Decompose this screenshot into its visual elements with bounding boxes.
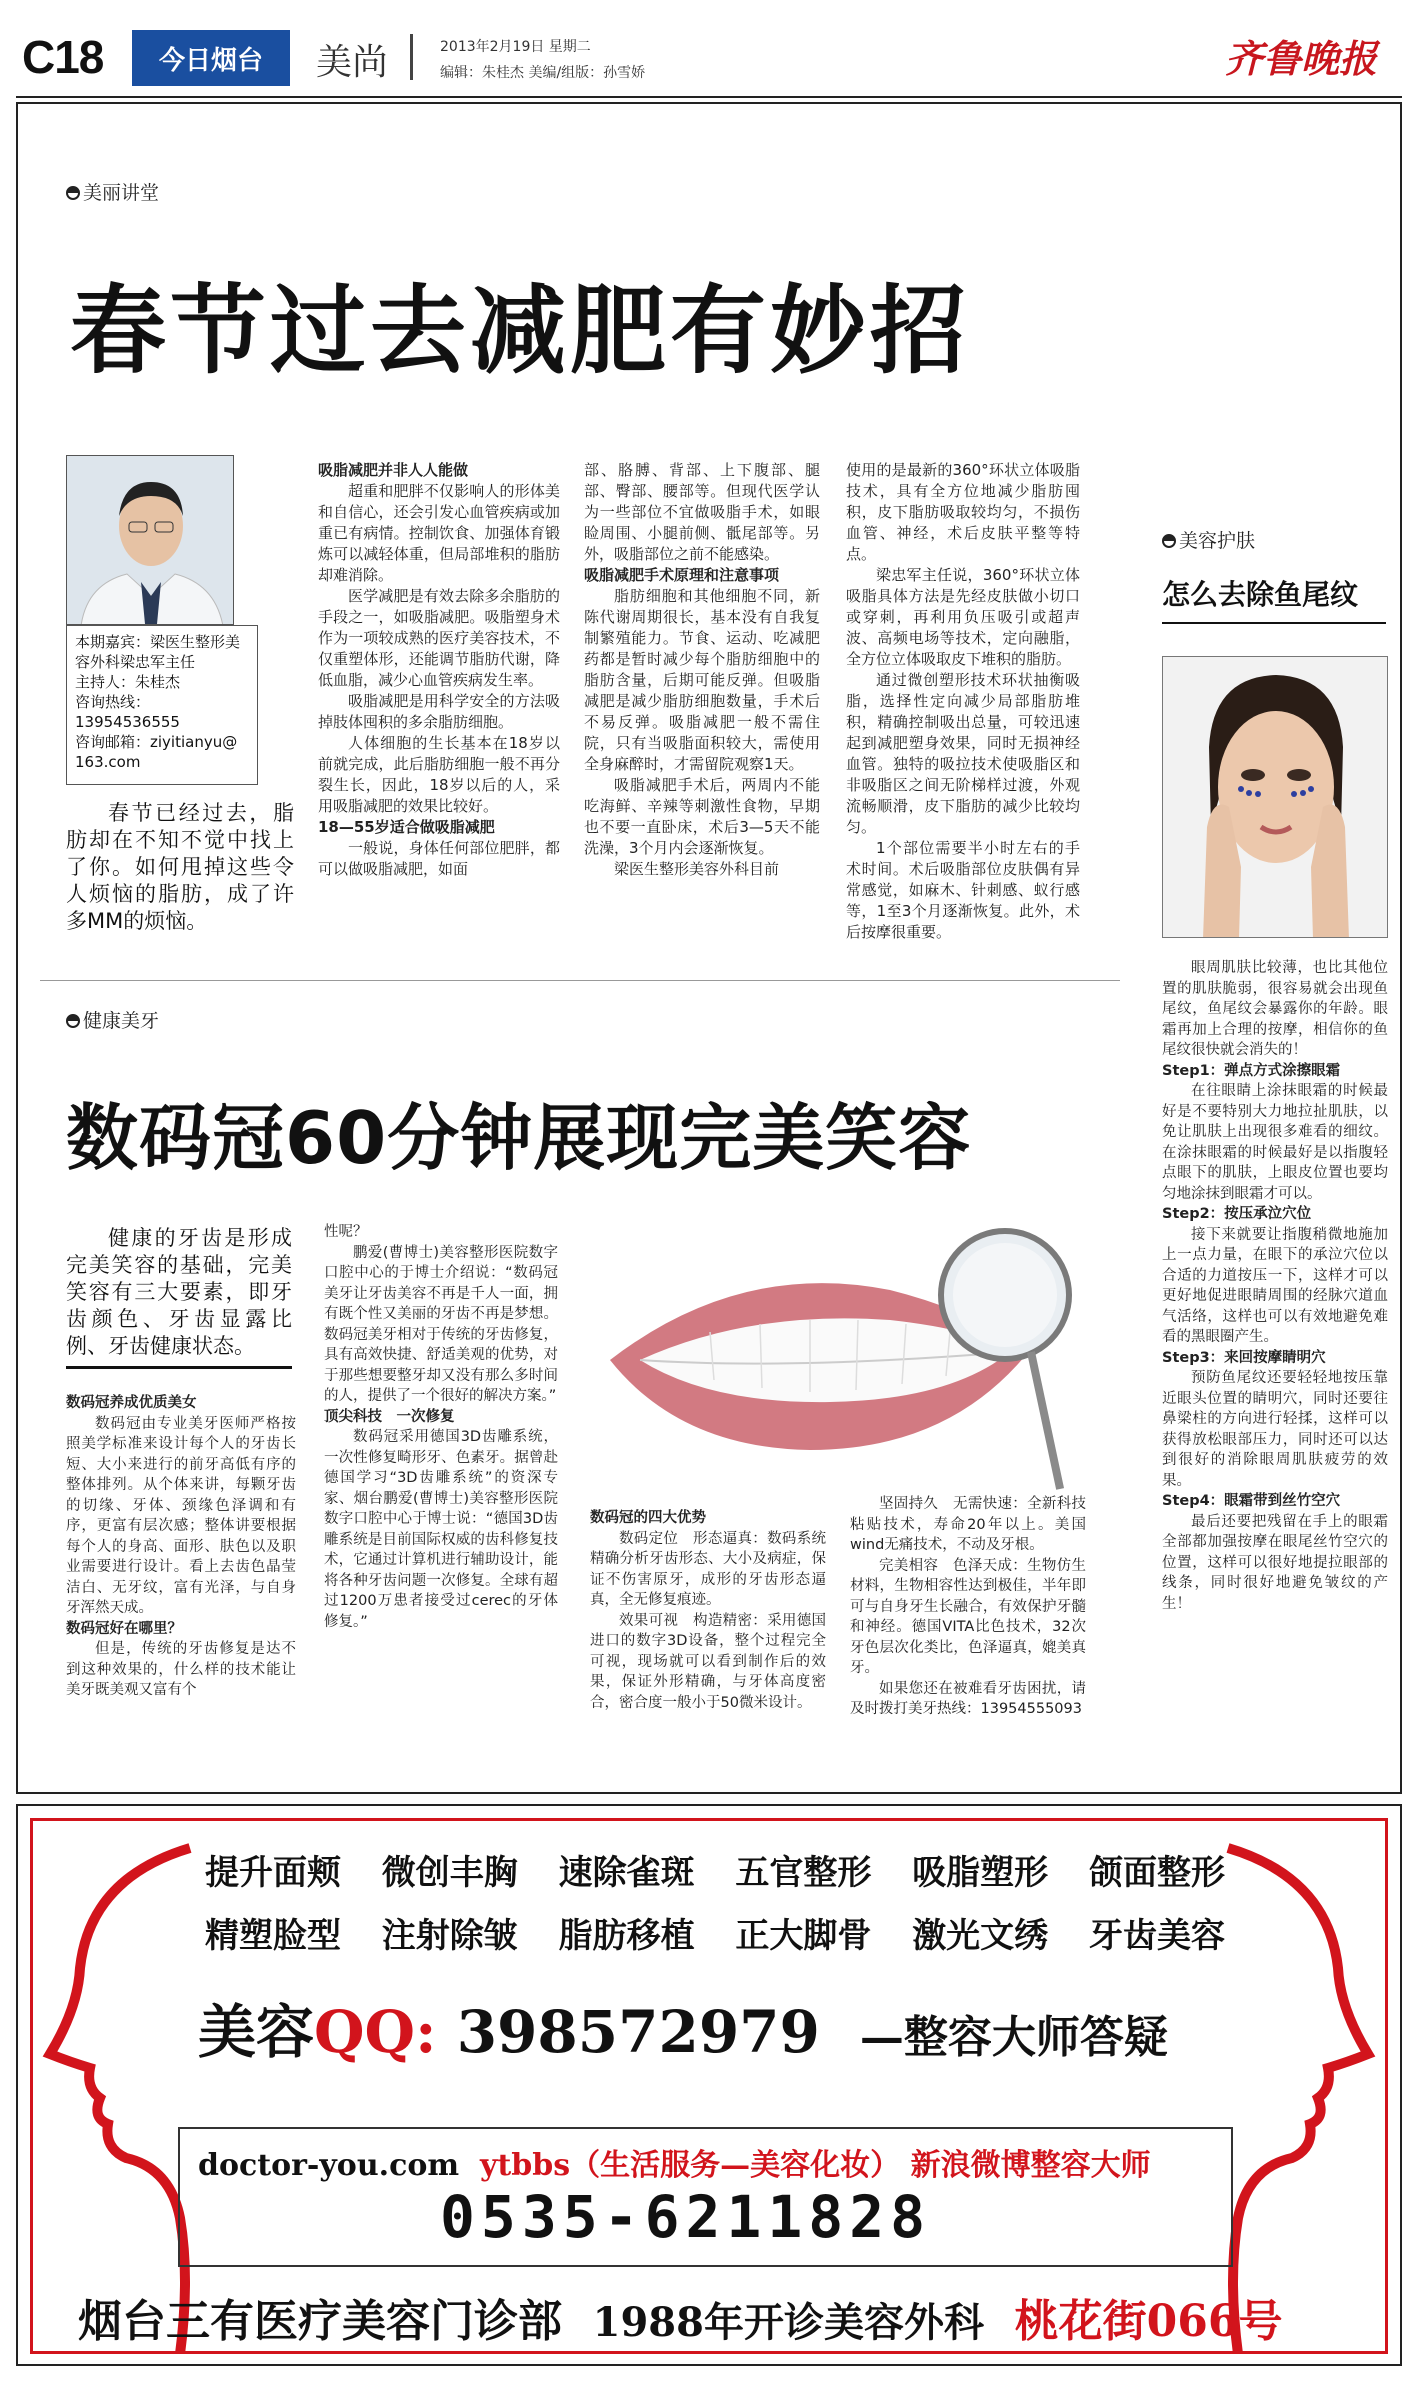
article3-lead: 健康的牙齿是形成完美笑容的基础，完美笑容有三大要素，即牙齿颜色、牙齿显露比例、牙齿健康状态。 xyxy=(66,1226,292,1358)
paragraph: 梁医生整形美容外科目前 xyxy=(614,860,780,878)
ad-website[interactable]: doctor-you.com xyxy=(198,2148,460,2183)
section-name: 美尚 xyxy=(316,42,389,83)
ad-footer xyxy=(78,2285,1282,2349)
ad-web-line xyxy=(198,2140,1151,2184)
service-item: 牙齿美容 xyxy=(1088,1916,1225,1956)
article2-rule xyxy=(1162,622,1386,624)
header-divider xyxy=(410,34,413,80)
subheading: 吸脂减肥手术原理和注意事项 xyxy=(584,566,780,584)
paragraph: 但是，传统的牙齿修复是达不到这种效果的，什么样的技术能让美牙既美观又富有个 xyxy=(66,1641,296,1698)
doctor-photo xyxy=(66,455,234,625)
clinic-since: 1988年开诊美容外科 xyxy=(592,2299,984,2346)
ad-phone: 0535-6211828 xyxy=(440,2183,932,2251)
paragraph: 一般说，身体任何部位肥胖，都可以做吸脂减肥，如面 xyxy=(318,839,560,878)
section-dot-icon xyxy=(1162,534,1176,548)
paragraph: 使用的是最新的360°环状立体吸脂技术，具有全方位地减少脂肪囤积，皮下脂肪吸取较均匀，不损伤血管、神经，术后皮肤平整等特点。 xyxy=(846,461,1080,563)
article3-col2 xyxy=(324,1222,558,1632)
paragraph: 如果您还在被难看牙齿困扰，请及时拨打美牙热线：13954555093 xyxy=(850,1680,1086,1717)
paragraph: 接下来就要让指腹稍微地施加上一点力量，在眼下的承泣穴位以合适的力道按压一下，这样才可以更好地促进眼睛周围的经脉穴道血气活络，这样也可以有效地避免难看的黑眼圈产生。 xyxy=(1162,1226,1388,1345)
paragraph: 预防鱼尾纹还要轻轻地按压靠近眼头位置的睛明穴，同时还要往鼻梁柱的方向进行轻揉，这样可以获得放松眼部压力，同时还可以达到很好的消除眼周肌肤疲劳的效果。 xyxy=(1162,1370,1388,1489)
paragraph: 数码冠采用德国3D齿雕系统，一次性修复畸形牙、色素牙。据曾赴德国学习“3D齿雕系统”的资深专家、烟台鹏爱(曹博士)美容整形医院数字口腔中心于博士说：“德国3D齿雕系统是目前国际权威的齿科修复技术，它通过计算机进行辅助设计，能将各种牙齿问题一次修复。全球有超过1200万患者接受过cerec的牙体修复。” xyxy=(324,1429,558,1630)
subheading: 数码冠好在哪里？ xyxy=(66,1620,182,1637)
article2-tag: 美容护肤 xyxy=(1162,526,1255,553)
subheading: 18—55岁适合做吸脂减肥 xyxy=(318,818,495,836)
article1-tag: 美丽讲堂 xyxy=(66,178,159,205)
subheading: Step3：来回按摩睛明穴 xyxy=(1162,1349,1326,1366)
service-item: 脂肪移植 xyxy=(558,1916,695,1956)
section-tab: 今日烟台 xyxy=(132,30,290,86)
article2-body xyxy=(1162,958,1388,1614)
service-item: 五官整形 xyxy=(735,1853,872,1893)
paragraph: 效果可视 构造精密：采用德国进口的数字3D设备，整个过程完全可视，现场就可以看到制作后的效果，保证外形精确，与牙体高度密合，密合度一般小于50微米设计。 xyxy=(590,1612,826,1711)
editors: 编辑：朱桂杰 美编/组版：孙雪娇 xyxy=(440,65,646,81)
ad-weibo: 新浪微博整容大师 xyxy=(910,2148,1151,2183)
article2-title: 怎么去除鱼尾纹 xyxy=(1162,578,1359,611)
subheading: Step4：眼霜带到丝竹空穴 xyxy=(1162,1493,1341,1509)
service-item: 精塑脸型 xyxy=(205,1916,341,1956)
ad-forum: ytbbs（生活服务—美容化妆） xyxy=(479,2148,901,2183)
paragraph: 超重和肥胖不仅影响人的形体美和自信心，还会引发心血管疾病或加重已有病情。控制饮食、加强体育锻炼可以减轻体重，但局部堆积的脂肪却难消除。 xyxy=(318,482,560,584)
paragraph: 眼周肌肤比较薄，也比其他位置的肌肤脆弱，很容易就会出现鱼尾纹，鱼尾纹会暴露你的年龄。眼霜再加上合理的按摩，相信你的鱼尾纹很快就会消失的！ xyxy=(1162,960,1388,1058)
paragraph: 性呢？ xyxy=(324,1224,368,1240)
paragraph: 数码定位 形态逼真：数码系统精确分析牙齿形态、大小及病症，保证不伤害原牙，成形的牙齿形态逼真，全无修复痕迹。 xyxy=(590,1530,826,1608)
service-item: 激光文绣 xyxy=(912,1916,1049,1956)
paragraph: 吸脂减肥手术后，两周内不能吃海鲜、辛辣等刺激性食物，早期也不要一直卧床，术后3—5天不能洗澡，3个月内会逐渐恢复。 xyxy=(584,776,820,857)
subheading: 数码冠的四大优势 xyxy=(590,1510,706,1526)
paragraph: 在往眼睛上涂抹眼霜的时候最好是不要特别大力地拉扯肌肤，以免让肌肤上出现很多难看的细纹。在涂抹眼霜的时候最好是以指腹轻点眼下的肌肤，上眼皮位置也要均匀地涂抹到眼霜才可以。 xyxy=(1162,1083,1388,1202)
paragraph: 吸脂减肥是用科学安全的方法吸掉肢体囤积的多余脂肪细胞。 xyxy=(318,692,560,731)
paragraph: 最后还要把残留在手上的眼霜全部都加强按摩在眼尾丝竹空穴的位置，这样可以很好地提拉眼部的线条，同时很好地避免皱纹的产生！ xyxy=(1162,1513,1388,1612)
newspaper-logo: 齐鲁晚报 xyxy=(1225,36,1378,81)
article1-lead: 春节已经过去，脂肪却在不知不觉中找上了你。如何甩掉这些令人烦恼的脂肪，成了许多MM的烦恼。 xyxy=(66,801,294,933)
service-row xyxy=(205,1908,1225,1957)
paragraph: 数码冠由专业美牙医师严格按照美学标准来设计每个人的牙齿长短、大小来进行的前牙高低有序的整体排列。从个体来讲，每颗牙齿的切缘、牙体、颈缘色泽调和有序，更富有层次感；整体讲要根据每个人的身高、面形、肤色以及职业需要进行设计。看上去齿色晶莹洁白、无牙纹，富有光泽，与自身牙浑然天成。 xyxy=(66,1415,296,1616)
guest-line: 主持人：朱桂杰 xyxy=(75,673,181,691)
article3-tag: 健康美牙 xyxy=(66,1006,159,1033)
header-meta xyxy=(440,34,645,86)
subheading: 顶尖科技 一次修复 xyxy=(324,1408,455,1425)
article1-title: 春节过去减肥有妙招 xyxy=(70,275,970,387)
guest-line: 163.com xyxy=(75,753,141,771)
article3-col1 xyxy=(66,1393,296,1701)
service-item: 微创丰胸 xyxy=(381,1853,518,1893)
article3-title: 数码冠60分钟展现完美笑容 xyxy=(66,1096,972,1180)
page-number: C18 xyxy=(22,31,104,83)
subheading: 数码冠养成优质美女 xyxy=(66,1395,197,1411)
article3-col3 xyxy=(590,1508,826,1713)
service-item: 吸脂塑形 xyxy=(912,1853,1049,1893)
article1-col2 xyxy=(584,460,820,880)
smile-photo xyxy=(590,1220,1084,1492)
paragraph: 完美相容 色泽天成：生物仿生材料，生物相容性达到极佳，半年即可与自身牙生长融合，有效保护牙髓和神经。德国VITA比色技术，32次牙色层次化类比，色泽逼真，媲美真牙。 xyxy=(850,1557,1086,1676)
service-row xyxy=(205,1845,1225,1894)
woman-photo xyxy=(1162,656,1388,938)
service-item: 正大脚骨 xyxy=(735,1916,872,1956)
ad-qq-line: 美容QQ: 398572979 —整容大师答疑 xyxy=(198,1998,1168,2066)
paragraph: 脂肪细胞和其他细胞不同，新陈代谢周期很长，基本没有自我复制繁殖能力。节食、运动、吃减肥药都是暂时减少每个脂肪细胞中的脂肪含量，后期可能反弹。但吸脂减肥是减少脂肪细胞数量，手术后不易反弹。吸脂减肥一般不需住院，只有当吸脂面积较大，需使用全身麻醉时，才需留院观察1天。 xyxy=(584,587,820,773)
clinic-address: 桃花街066号 xyxy=(1014,2296,1283,2347)
paragraph: 通过微创塑形技术环状抽衡吸脂，选择性定向减少局部脂肪堆积，精确控制吸出总量，可较迅速起到减肥塑身效果，同时无损神经血管。独特的吸拉技术使吸脂区和非吸脂区之间无阶梯样过渡，外观流畅顺滑，皮下脂肪的减少比较均匀。 xyxy=(846,671,1080,836)
service-item: 提升面颊 xyxy=(205,1853,341,1893)
article1-col3 xyxy=(846,460,1080,943)
paragraph: 医学减肥是有效去除多余脂肪的手段之一，如吸脂减肥。吸脂塑身术作为一项较成熟的医疗美容技术，不仅重塑体形，还能调节脂肪代谢，降低血脂，减少心血管疾病发生率。 xyxy=(318,587,560,689)
issue-date: 2013年2月19日 星期二 xyxy=(440,39,591,55)
paragraph: 部、胳膊、背部、上下腹部、腿部、臀部、腰部等。但现代医学认为一些部位不宜做吸脂手术，如眼睑周围、小腿前侧、骶尾部等。另外，吸脂部位之前不能感染。 xyxy=(584,461,820,563)
guest-info-box xyxy=(66,625,258,785)
guest-line: 咨询邮箱：ziyitianyu@ xyxy=(75,733,238,751)
lead-rule xyxy=(66,1366,292,1369)
subheading: Step2：按压承泣穴位 xyxy=(1162,1206,1312,1222)
service-item: 注射除皱 xyxy=(381,1916,518,1956)
service-grid xyxy=(205,1845,1225,1971)
paragraph: 人体细胞的生长基本在18岁以前就完成，此后脂肪细胞一般不再分裂生长，因此，18岁以后的人，采用吸脂减肥的效果比较好。 xyxy=(318,734,560,815)
clinic-name: 烟台三有医疗美容门诊部 xyxy=(78,2296,562,2347)
article-divider xyxy=(40,980,1120,981)
service-item: 颌面整形 xyxy=(1088,1853,1225,1893)
section-dot-icon xyxy=(66,1014,80,1028)
paragraph: 1个部位需要半小时左右的手术时间。术后吸脂部位皮肤偶有异常感觉，如麻木、针刺感、蚁行感等，1至3个月逐渐恢复。此外，术后按摩很重要。 xyxy=(846,839,1080,941)
guest-line: 容外科梁忠军主任 xyxy=(75,653,196,671)
section-dot-icon xyxy=(66,186,80,200)
subheading: Step1：弹点方式涂擦眼霜 xyxy=(1162,1062,1341,1079)
article1-col1 xyxy=(318,460,560,880)
guest-line: 本期嘉宾：梁医生整形美 xyxy=(75,633,241,651)
paragraph: 坚固持久 无需快速：全新科技粘贴技术，寿命20年以上。美国wind无痛技术，不动及牙根。 xyxy=(850,1496,1086,1553)
guest-line: 咨询热线：13954536555 xyxy=(75,693,180,731)
paragraph: 鹏爱(曹博士)美容整形医院数字口腔中心的于博士介绍说：“数码冠美牙让牙齿美容不再是千人一面，拥有既个性又美丽的牙齿不再是梦想。数码冠美牙相对于传统的牙齿修复，具有高效快捷、舒适美观的优势，对于那些想要整牙却又没有那么多时间的人，提供了一个很好的解决方案。” xyxy=(324,1244,558,1404)
subheading: 吸脂减肥并非人人能做 xyxy=(318,461,469,479)
header-rule xyxy=(16,96,1402,98)
article3-col4 xyxy=(850,1494,1086,1720)
service-item: 速除雀斑 xyxy=(558,1853,695,1893)
paragraph: 梁忠军主任说，360°环状立体吸脂具体方法是先经皮肤做小切口或穿刺，再利用负压吸引或超声波、高频电场等技术，定向融脂，全方位立体吸取皮下堆积的脂肪。 xyxy=(846,566,1080,668)
